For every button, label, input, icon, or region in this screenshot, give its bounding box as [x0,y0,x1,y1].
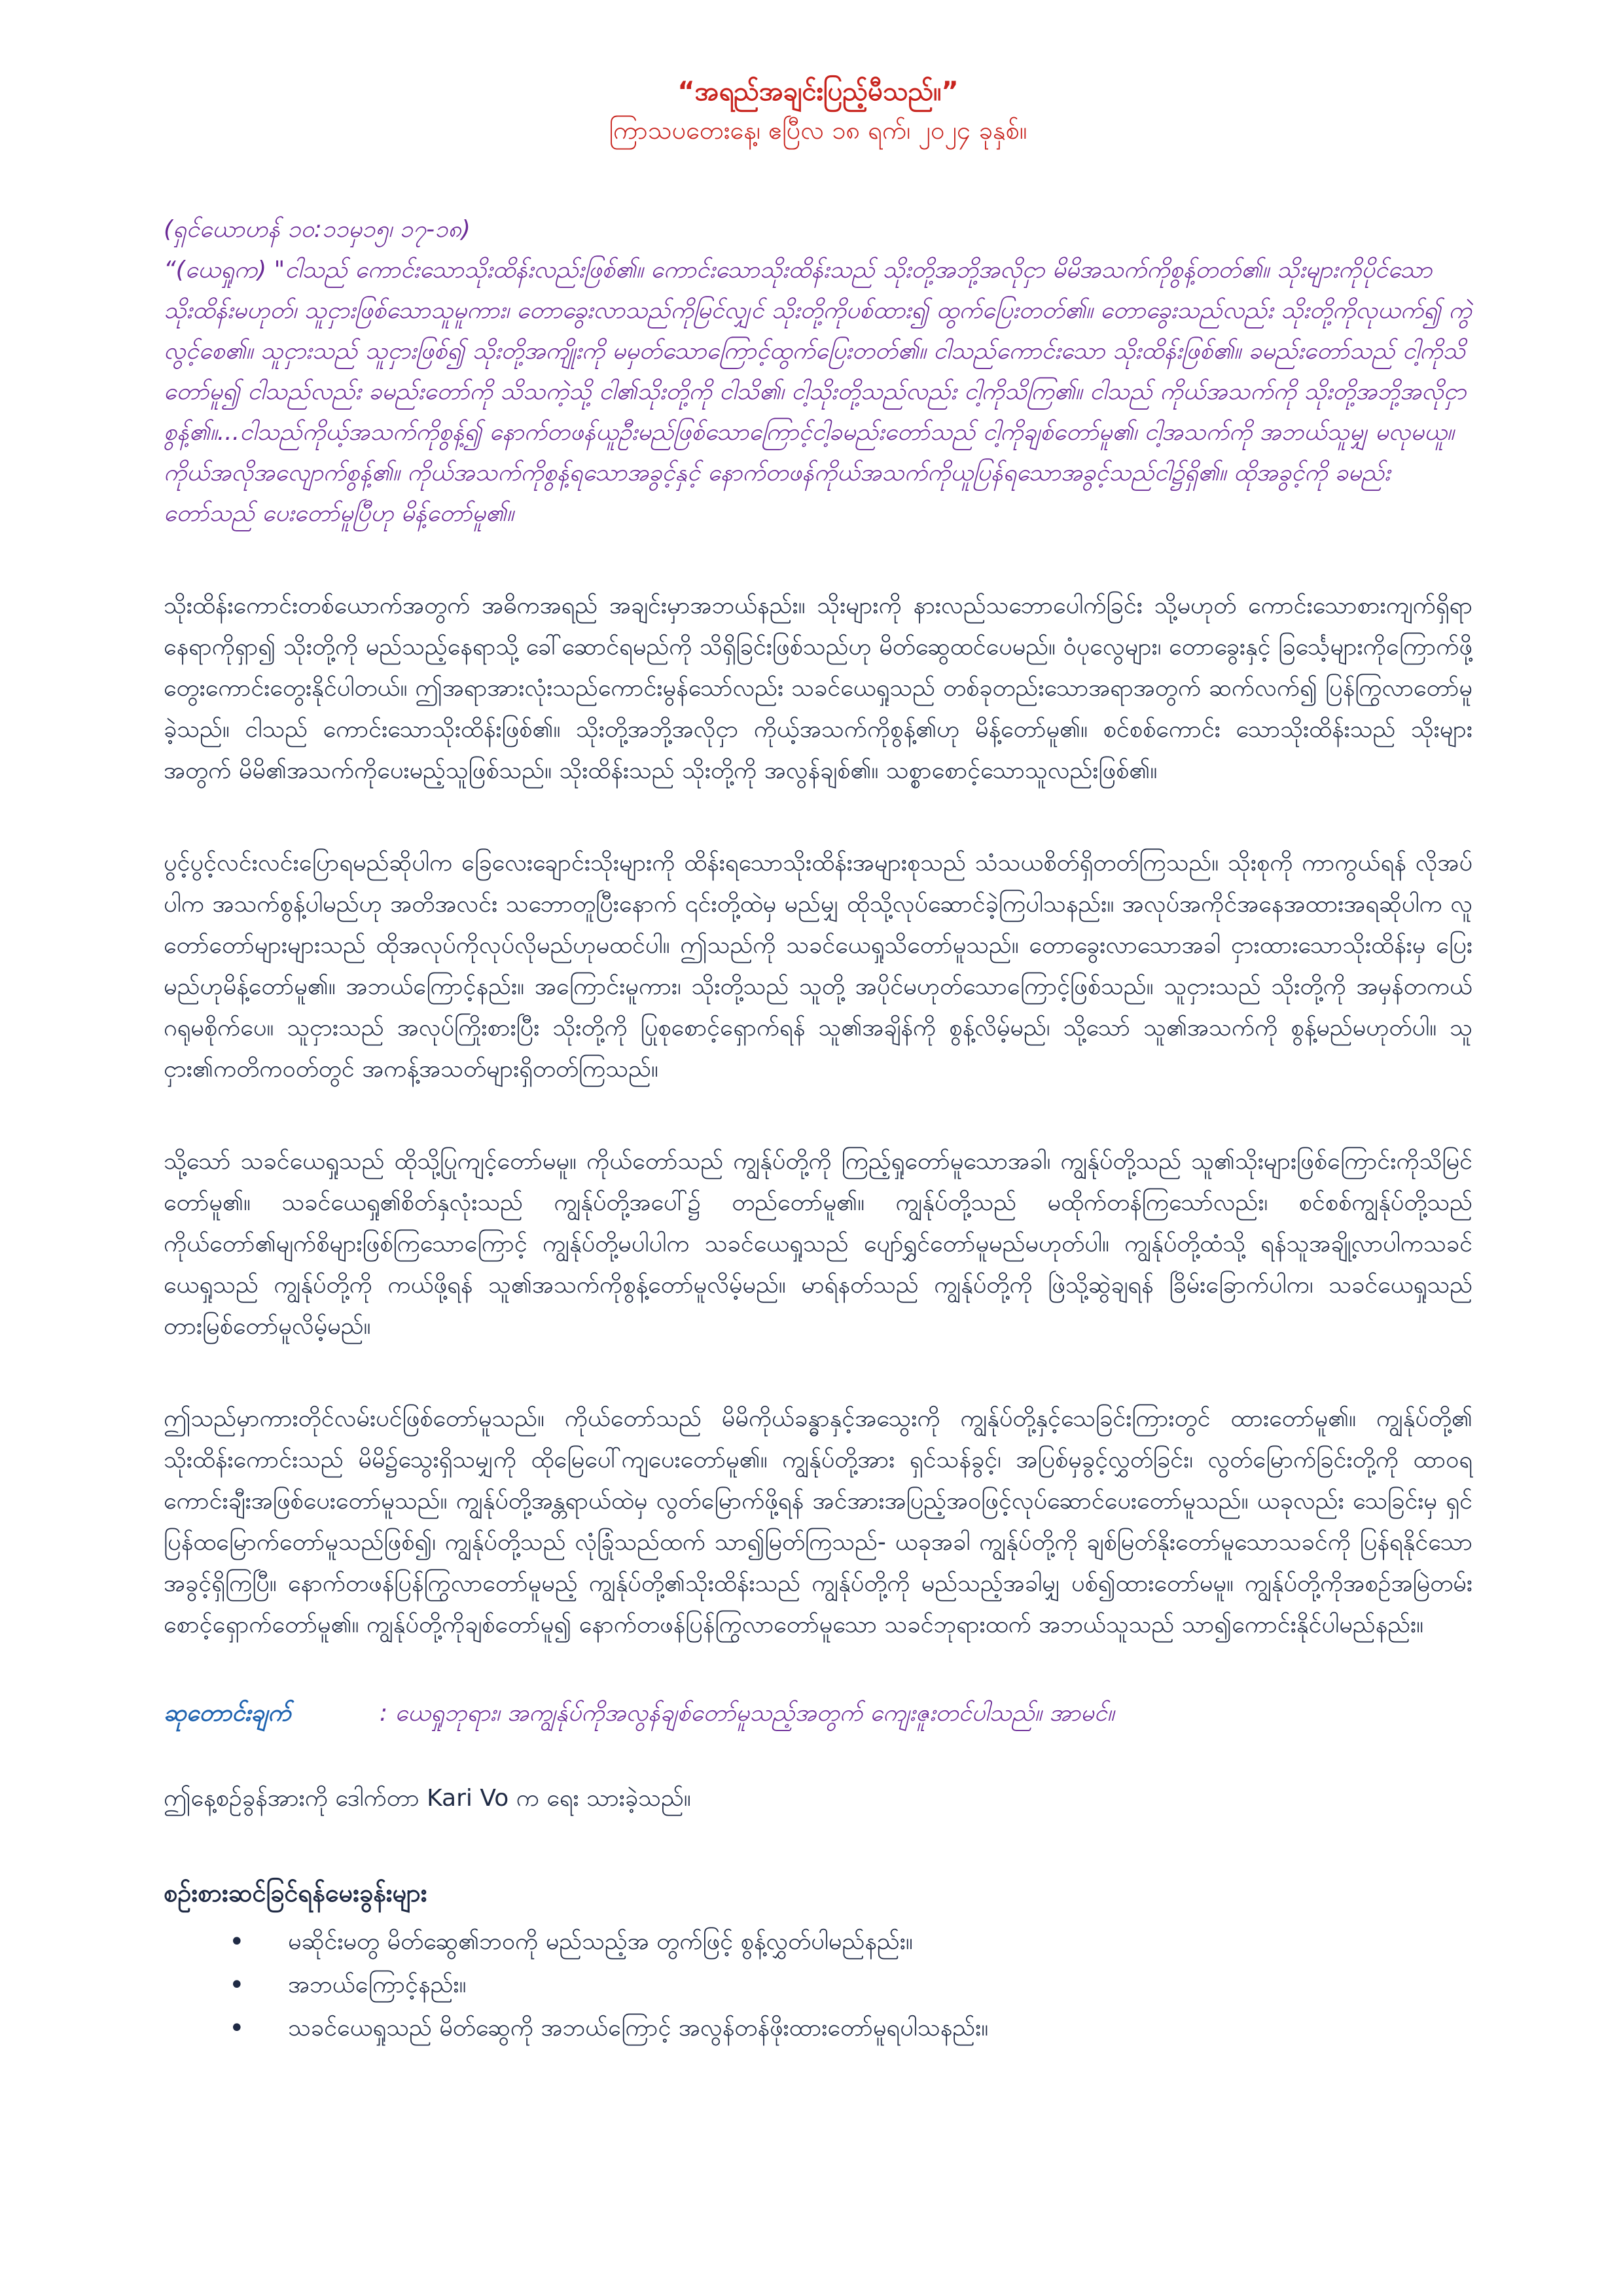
body-paragraph-1: သိုးထိန်းကောင်းတစ်ယောက်အတွက် အဓိကအရည် အချင်းမှာအဘယ်နည်း။ သိုးများကို နားလည်သဘောပေါက်ခြင်း သို့မဟုတ် ကောင်းသောစားကျက်ရှိရာနေရာကိုရှာ၍ သိုးတို့ကို မည်သည့်နေရာသို့ ခေါ်ဆောင်ရမည်ကို သိရှိခြင်းဖြစ်သည်ဟု မိတ်ဆွေထင်ပေမည်။ ဝံပုလွေများ၊ တောခွေးနှင့် ခြင်္သေ့များကိုကြောက်ဖို့ တွေးကောင်းတွေးနိုင်ပါတယ်။ ဤအရာအားလုံးသည်ကောင်းမွန်သော်လည်း သခင်ယေရှုသည် တစ်ခုတည်းသောအရာအတွက် ဆက်လက်၍ ပြန်ကြွလာတော်မူခဲ့သည်။ ငါသည် ကောင်းသောသိုးထိန်းဖြစ်၏။ သိုးတို့အဘို့အလိုငှာ ကိုယ့်အသက်ကိုစွန့်၏ဟု မိန့်တော်မူ၏။ စင်စစ်ကောင်း သောသိုးထိန်းသည် သိုးများအတွက် မိမိ၏အသက်ကိုပေးမည့်သူဖြစ်သည်။ သိုးထိန်းသည် သိုးတို့ကို အလွန်ချစ်၏။ သစ္စာစောင့်သောသူလည်းဖြစ်၏။ [164,592,1472,784]
body-paragraph-4: ဤသည်မှာကားတိုင်လမ်းပင်ဖြစ်တော်မူသည်။ ကိုယ်တော်သည် မိမိကိုယ်ခန္ဓာနှင့်အသွေးကို ကျွန်ုပ်တို့နှင့်သေခြင်းကြားတွင် ထားတော်မူ၏။ ကျွန်ုပ်တို့၏ သိုးထိန်းကောင်းသည် မိမိ၌သွေးရှိသမျှကို ထိုမြေပေါ်ကျပေးတော်မူ၏။ ကျွန်ုပ်တို့အား ရှင်သန်ခွင့်၊ အပြစ်မှခွင့်လွှတ်ခြင်း၊ လွတ်မြောက်ခြင်းတို့ကို ထာဝရကောင်းချီးအဖြစ်ပေးတော်မူသည်။ ကျွန်ုပ်တို့အန္တရာယ်ထဲမှ လွတ်မြောက်ဖို့ရန် အင်အားအပြည့်အဝဖြင့်လုပ်ဆောင်ပေးတော်မူသည်။ ယခုလည်း သေခြင်းမှ ရှင်ပြန်ထမြောက်တော်မူသည်ဖြစ်၍၊ ကျွန်ုပ်တို့သည် လုံခြုံသည်ထက် သာ၍မြတ်ကြသည်- ယခုအခါ ကျွန်ုပ်တို့ကို ချစ်မြတ်နိုးတော်မူသောသခင်ကို ပြန်ရနိုင်သော အခွင့်ရှိကြပြီ။ နောက်တဖန်ပြန်ကြွလာတော်မူမည့် ကျွန်ုပ်တို့၏သိုးထိန်းသည် ကျွန်ုပ်တို့ကို မည်သည့်အခါမျှ ပစ်၍ထားတော်မမူ။ ကျွန်ုပ်တို့ကိုအစဉ်အမြဲတမ်းစောင့်ရှောက်တော်မူ၏။ ကျွန်ုပ်တို့ကိုချစ်တော်မူ၍ နောက်တဖန်ပြန်ကြွလာတော်မူသော သခင်ဘုရားထက် အဘယ်သူသည် သာ၍ကောင်းနိုင်ပါမည်နည်း။ [164,1405,1472,1638]
list-item [164,1964,1472,2007]
author-line: ဤနေ့စဉ်ခွန်အားကို ဒေါက်တာ Kari Vo က ရေး သားခဲ့သည်။ [164,1785,691,1812]
prayer-line [164,1694,1472,1733]
prayer-text: : ယေရှုဘုရား၊ အကျွန်ုပ်ကိုအလွန်ချစ်တော်မူသည့်အတွက် ကျေးဇူးတင်ပါသည်။ အာမင်။ [380,1700,1115,1727]
list-item [164,1920,1472,1964]
question-text: မဆိုင်းမတွ မိတ်ဆွေ၏ဘဝကို မည်သည့်အ တွက်ဖြင့် စွန့်လွှတ်ပါမည်နည်း။ [288,1928,913,1955]
list-item [164,2007,1472,2050]
devotion-date: ကြာသပတေးနေ့၊ ဧပြီလ ၁၈ ရက်၊ ၂၀၂၄ ခုနှစ်။ [609,116,1027,145]
bullet-icon: • [229,1970,245,2000]
bullet-icon: • [229,2013,245,2043]
question-text: အဘယ်ကြောင့်နည်း။ [288,1971,467,1998]
prayer-label: ဆုတောင်းချက် [164,1700,291,1727]
body-paragraph-2: ပွင့်ပွင့်လင်းလင်းပြောရမည်ဆိုပါက ခြေလေးချောင်းသိုးများကို ထိန်းရသောသိုးထိန်းအများစုသည် သံသယစိတ်ရှိတတ်ကြသည်။ သိုးစုကို ကာကွယ်ရန် လိုအပ်ပါက အသက်စွန့်ပါမည်ဟု အတိအလင်း သဘောတူပြီးနောက် ၎င်းတို့ထဲမှ မည်မျှ ထိုသို့လုပ်ဆောင်ခဲ့ကြပါသနည်း။ အလုပ်အကိုင်အနေအထားအရဆိုပါက လူတော်တော်များများသည် ထိုအလုပ်ကိုလုပ်လိုမည်ဟုမထင်ပါ။ ဤသည်ကို သခင်ယေရှုသိတော်မူသည်။ တောခွေးလာသောအခါ ငှားထားသောသိုးထိန်းမှ ပြေးမည်ဟုမိန့်တော်မူ၏။ အဘယ်ကြောင့်နည်း။ အကြောင်းမူကား၊ သိုးတို့သည် သူတို့ အပိုင်မဟုတ်သောကြောင့်ဖြစ်သည်။ သူငှားသည် သိုးတို့ကို အမှန်တကယ်ဂရုမစိုက်ပေ။ သူငှားသည် အလုပ်ကြိုးစားပြီး သိုးတို့ကို ပြုစုစောင့်ရှောက်ရန် သူ၏အချိန်ကို စွန့်လိမ့်မည်၊ သို့သော် သူ၏အသက်ကို စွန့်မည်မဟုတ်ပါ။ သူငှား၏ကတိကဝတ်တွင် အကန့်အသတ်များရှိတတ်ကြသည်။ [164,850,1473,1083]
body-paragraph-3: သို့သော် သခင်ယေရှုသည် ထိုသို့ပြုကျင့်တော်မမူ။ ကိုယ်တော်သည် ကျွန်ုပ်တို့ကို ကြည့်ရှုတော်မူသောအခါ၊ ကျွန်ုပ်တို့သည် သူ၏သိုးများဖြစ်ကြောင်းကိုသိမြင်တော်မူ၏။ သခင်ယေရှု၏စိတ်နှလုံးသည် ကျွန်ုပ်တို့အပေါ်၌ တည်တော်မူ၏။ ကျွန်ုပ်တို့သည် မထိုက်တန်ကြသော်လည်း၊ စင်စစ်ကျွန်ုပ်တို့သည် ကိုယ်တော်၏မျက်စိများဖြစ်ကြသောကြောင့် ကျွန်ုပ်တို့မပါပါက သခင်ယေရှုသည် ပျော်ရွှင်တော်မူမည်မဟုတ်ပါ။ ကျွန်ုပ်တို့ထံသို့ ရန်သူအချို့လာပါကသခင်ယေရှုသည် ကျွန်ုပ်တို့ကို ကယ်ဖို့ရန် သူ၏အသက်ကိုစွန့်တော်မူလိမ့်မည်။ မာရ်နတ်သည် ကျွန်ုပ်တို့ကို ဖြဲသို့ဆွဲချရန် ခြိမ်းခြောက်ပါက၊ သခင်ယေရှုသည် တားမြစ်တော်မူလိမ့်မည်။ [164,1148,1472,1340]
questions-heading: စဉ်းစားဆင်ခြင်ရန်မေးခွန်းများ [164,1878,427,1907]
scripture-block [164,209,1472,534]
questions-list [164,1920,1472,2050]
bullet-icon: • [229,1927,245,1957]
question-text: သခင်ယေရှုသည် မိတ်ဆွေကို အဘယ်ကြောင့် အလွန်တန်ဖိုးထားတော်မူရပါသနည်း။ [288,2015,989,2041]
scripture-reference: (ရှင်ယောဟန် ၁၀:၁၁မှ၁၅၊ ၁၇-၁၈) [164,216,471,243]
devotion-title: “အရည်အချင်းပြည့်မီသည်။” [677,77,959,107]
scripture-text: “(ယေရှုက) "ငါသည် ကောင်းသောသိုးထိန်းလည်းဖြစ်၏။ ကောင်းသောသိုးထိန်းသည် သိုးတို့အဘို့အလိုငှာ မိမိအသက်ကိုစွန့်တတ်၏။ သိုးများကိုပိုင်သော သိုးထိန်းမဟုတ်၊ သူငှားဖြစ်သောသူမူကား၊ တောခွေးလာသည်ကိုမြင်လျှင် သိုးတို့ကိုပစ်ထား၍ ထွက်ပြေးတတ်၏။ တောခွေးသည်လည်း သိုးတို့ကိုလုယက်၍ ကွဲလွင့်စေ၏။ သူငှားသည် သူငှားဖြစ်၍ သိုးတို့အကျိုးကို မမှတ်သောကြောင့်ထွက်ပြေးတတ်၏။ ငါသည်ကောင်းသော သိုးထိန်းဖြစ်၏။ ခမည်းတော်သည် ငါ့ကိုသိတော်မူ၍ ငါသည်လည်း ခမည်းတော်ကို သိသကဲ့သို့ ငါ၏သိုးတို့ကို ငါသိ၏၊ ငါ့သိုးတို့သည်လည်း ငါ့ကိုသိကြ၏။ ငါသည် ကိုယ်အသက်ကို သိုးတို့အဘို့အလိုငှာစွန့်၏။...ငါသည်ကိုယ့်အသက်ကိုစွန့်၍ နောက်တဖန်ယူဦးမည်ဖြစ်သောကြောင့်ငါ့ခမည်းတော်သည် ငါ့ကိုချစ်တော်မူ၏၊ ငါ့အသက်ကို အဘယ်သူမျှ မလုမယူ။ ကိုယ်အလိုအလျောက်စွန့်၏။ ကိုယ်အသက်ကိုစွန့်ရသောအခွင့်နှင့် နောက်တဖန်ကိုယ်အသက်ကိုယူပြန်ရသောအခွင့်သည်ငါ၌ရှိ၏။ ထိုအခွင့်ကို ခမည်းတော်သည် ပေးတော်မူပြီဟု မိန့်တော်မူ၏။ [164,257,1472,527]
